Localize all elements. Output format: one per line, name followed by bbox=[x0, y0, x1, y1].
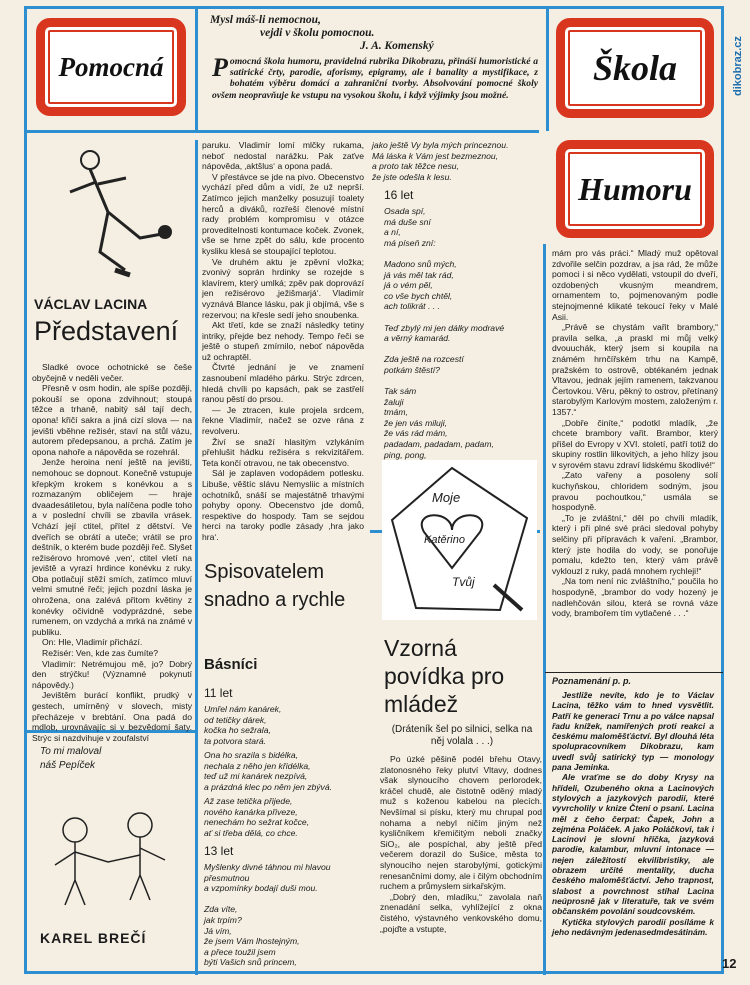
drawing-caption-bottom: KAREL BREČÍ bbox=[40, 930, 147, 946]
title-spisovatelem: Spisovatelem snadno a rychle bbox=[204, 561, 346, 611]
a1-p2: Jenže heroina není ještě na jevišti, nemohouc se dopnout. Konečně vstupuje křepkým krokem s konévkou a s rozmazaným obličejem — hraje dvaadesátiletou, byla nalíčena podle toho a v poslední chvíli se zbavila vrásek. Vchází její ctitel, přítel z dětství. Ve dveřích se obrátí a uteče; vrátil se pro deštník, o kterém bude později řeč. Slyšet režisérovo hromové ‚ven‘, ctitel vletí na jeviště a vyrazí hrdince konévku z ruky. Oba potlačují stěží smích, zatímco mluví velmi smutné řeči; jejich pozdní láska je ohrožena, ona zalévá přitom květiny z konévky očividně vodyprázdné, sebe rumenem, on vzdychá a mrká na známé v publiku. bbox=[32, 457, 193, 637]
rule-col4 bbox=[543, 244, 546, 975]
intro-text: omocná škola humoru, pravidelná rubrika Dikobrazu, přináší humoristické a satirické črty, parodie, aforismy, epigramy, ale i banality a mystifikace, z bohatém výběru domácí a zahraniční tvorby. Absolvování pomocné školy ovšem neopravňuje ke vstupu na vysokou školu, i když výjimky jsou možné. bbox=[212, 56, 538, 101]
intro-dropcap: P bbox=[212, 53, 228, 82]
poem-13: Myšlenky divné táhnou mi hlavou přesmutnou a vzpomínky bodají duši mou. Zda víte, jak trpím? Já vím, že jsem Vám lhostejným, a přece toužil jsem býti Vašich snů princem, bbox=[204, 862, 331, 968]
a1-c2-p7: Sál je zaplaven vodopádem potlesku. Libuše, věštíc slávu Nemysliic a místních ochotníků, snáší se majestátně trhavými pohyby opony. Obecenstvo jde domů, respektive do hospody. Tam se sejdou herci na taroky podle zásady ‚hra jako hra‘. bbox=[202, 468, 364, 542]
poem-11c: Až zase tetička přijede, nového kanárka přiveze, nenechám ho sežrat kočce, ať si třeba dělá, co chce. bbox=[204, 796, 310, 838]
a1-c2-p0: paruku. Vladimír lomí mlčky rukama, neboť nedostal narážku. Pak zaťve nápověda, ‚aktšlus‘ a opona padá. bbox=[202, 140, 364, 172]
a1-c2-p3: Akt třetí, kde se znaží následky tetiny intriky, přejde bez nehody. Tempo řeči se ještě o stupeň zmírnilo, neboť nápověda už ochraptěl. bbox=[202, 320, 364, 362]
notes-title: Poznamenání p. p. bbox=[552, 676, 632, 686]
motto-author: J. A. Komenský bbox=[360, 40, 434, 52]
a3-p3: „Zato vařeny a posoleny solí kuchyňskou, chloridem sodným, jsou pravou pochoutkou,“ usmála se hospodyně. bbox=[552, 470, 718, 513]
title-predstaveni: Představení bbox=[34, 316, 179, 346]
poem-11b: Ona ho srazila s bidélka, nechala z něho jen křidélka, teď už mi kanárek nezpívá, a prázdná klec po něm jen zbývá. bbox=[204, 750, 333, 792]
poem-13b: jako ještě Vy byla mých princeznou. Má láska k Vám jest bezmeznou, a proto tak těžce nesu, že jste odešla k lesu. bbox=[372, 140, 509, 182]
a1-c2-p6: Živí se snaží hlasitým vzlykáním přehlušit hádku režiséra s rekvizitářem. Teta končí otravou, ne tak obecenstvo. bbox=[202, 436, 364, 468]
rule-header-right bbox=[546, 6, 549, 131]
drawing-caption-1: To mi maloval bbox=[40, 746, 102, 757]
title-vzorna-povidka: Vzorná povídka pro mládež bbox=[384, 635, 505, 717]
motto-line1: Mysl máš-li nemocnou, bbox=[210, 14, 321, 26]
article1-col2 bbox=[202, 140, 364, 552]
a3-p0: mám pro vás práci.“ Mladý muž opětoval zdvořile selčin pozdrav, a jsa rád, že může pomoci i si něco vydělati, vstoupil do dveří, ozdobených vkusným meandrem, ornamentem to, pojmenovaným podle stejnojmenné klikaté tekoucí řeky v Malé Asii. bbox=[552, 248, 718, 322]
rule-col1 bbox=[195, 140, 198, 975]
age-16: 16 let bbox=[384, 188, 414, 202]
motto bbox=[210, 14, 530, 53]
rule-header bbox=[24, 130, 539, 133]
a3-p4: „To je zvláštní,“ děl po chvíli mladík, který i při plné své práci sledoval pohyby selčiny při přípravách k vaření. „Brambor, který jste hodila do vody, se ponořuje pomalu, kdežto ten, který vám právě vyklouzl z ruky, padá mnohem rychleji!“ bbox=[552, 512, 718, 576]
intro-paragraph bbox=[212, 53, 538, 101]
a3-p2: „Dobře činíte,“ podotkl mladík, „že chcete brambory vařit. Brambor, který přišel do Evropy v XVI. století, patří totiž do skupiny rostlin lilkovitých, a jeho hlízy jsou v syrovém stavu zdraví lidskému škodlivé!“ bbox=[552, 417, 718, 470]
a1-p5: Vladimír: Netrémujou mě, jo? Dobrý den strýčku! (Významné pokynutí nápovědy.) bbox=[32, 658, 192, 690]
age-13: 13 let bbox=[204, 844, 234, 858]
a1-c2-p4: Čtvrté jednání je ve znamení zasnoubení mladého párku. Strýc zdrcen, hledá chvíli po kapsách, pak se zastřelí ranou pěstí do prsou. bbox=[202, 362, 364, 405]
motto-line2: vejdi v školu pomocnou. bbox=[260, 27, 375, 39]
rule-header-left bbox=[195, 6, 198, 131]
poem-11a: Umřel nám kanárek, od tetičky dárek, kočka ho sežrala, ta potvora stará. bbox=[204, 704, 282, 746]
a1-p0: Sladké ovoce ochotnické se češe obyčejně v neděli večer. bbox=[32, 362, 192, 383]
article4-col bbox=[380, 754, 542, 972]
age-11: 11 let bbox=[204, 686, 233, 700]
a4-p1: „Dobrý den, mladíku,“ zavolala naň znenadání selka, vyhlížející z okna čistého, výstavného venkovského domu, „pojďte a vstupte, bbox=[380, 891, 542, 934]
valentine-moje: Moje bbox=[432, 490, 461, 505]
a4-p0: Po úzké pěšině podél břehu Otavy, zlatonosného řeky plutví Vltavy, dodnes však slynoucího chovem perlorodek, kráčel chudě, ale čistotně oděný mladý muž s koženou kabelou na plecích. Nevšímal si písku, který mu chrupal pod nohama a nebyl ničím jiným než kysličníkem křemičitým neboli značky SiO₂, ale pospíchal, aby ještě před večerem dorazil do Sušice, města to slynoucího nejen starobylými, gotickými renesančními domy, ale i čilým obchodním ruchem a průmyslem sirkařským. bbox=[380, 754, 542, 892]
watermark: dikobraz.cz bbox=[732, 36, 744, 96]
drawing-caption-2: náš Pepíček bbox=[40, 760, 96, 771]
a1-c2-p1: V přestávce se jde na pivo. Obecenstvo vychází před dům a vidí, že už neprší. Zatímco jejich manželky posuzují toalety herců a diváků, rozřeší členové místní rady problém kompromisu v otázce provediteInosti kontumace koček. Zvonek, vše se hrne zpět do sálu, kde procento kysliku klesá se stoupající teplotou. bbox=[202, 171, 364, 256]
poem-16: Osada spí, má duše sní a ní, má píseň zní: Madono snů mých, já vás měl tak rád, já o vém pěl, co vše bych chtěl, ach tolikrát . . . Teď zbylý mi jen dálky modravé a věrný kamarád. Zda ještě na rozcestí potkám štěstí? Tak sám žaluji tmám, že jen vás miluji, že vás rád mám, padadam, padadam, padam, ping, pong, bbox=[384, 206, 505, 460]
a1-p3: On: Hle, Vladimír přichází. bbox=[42, 637, 143, 648]
rule-notes bbox=[545, 672, 723, 673]
valentine-tvuj: Tvůj bbox=[452, 575, 475, 589]
box-skola-label: Škola bbox=[592, 48, 678, 88]
valentine-katerino: Katěrino bbox=[424, 534, 465, 546]
notes-p1: Ale vraťme se do doby Krysy na hřídeli, Ozubeného okna a Lacinových stylových a jazykových parodií, které vyvrcholily v knize Čtení o psaní. Lacina měl z čeho čerpat: Čapek, John a zejména Poláček. A jako Poláčkovi, tak i Lacinovi je slovní hříčka, jazyková parodie, kalambur, mluvní intonace — nejen záležitostí ekvilibristiky, ale obrazem určité mentality, ducha českého maloměšťáctví. Jeho trapnost, slabost a povrchnost stíhal Lacina neúprosně jak v literatuře, tak ve svém občanském povolání soudcovském. bbox=[552, 772, 714, 917]
box-pomocna bbox=[36, 18, 186, 116]
a3-p5: „Na tom není nic zvláštního,“ poučila ho hospodyně, „brambor do vody hozený je nadlehčován silou, která se rovná váze vody, brambořem tím vytlačené . . .“ bbox=[552, 576, 718, 619]
box-humoru bbox=[556, 140, 714, 238]
a1-c2-p5: — Je ztracen, kule projela srdcem, řekne Vladimír, načež se ozve rána z revolveru. bbox=[202, 404, 364, 437]
child-drawing bbox=[30, 740, 192, 968]
valentine-drawing bbox=[382, 460, 537, 620]
stick-figures-icon bbox=[30, 780, 192, 920]
a3-p1: „Právě se chystám vařit brambory,“ pravila selka, „a praskl mi můj velký dvouuchák, který jsem si koupila na známém hrnčířském trhu na Kampě, pražském to ostrově, obtékaném jednak Vltavou, jednak jejím ramenem, takzvanou Čertovkou. Věru, pěkný to ostrov, přetínaný starobylým Karlovým mostem, založeným r. 1357.“ bbox=[552, 322, 718, 417]
football-player-drawing bbox=[30, 142, 192, 282]
notes-p2: Kytička stylových parodií posíláme k jeho nedávným jedenasedmdesátinám. bbox=[552, 916, 714, 937]
box-humoru-label: Humoru bbox=[578, 170, 692, 207]
author-lacina: VÁCLAV LACINA bbox=[34, 296, 148, 312]
a1-p4: Režisér: Ven, kde zas čumíte? bbox=[42, 648, 159, 659]
article3-col bbox=[552, 248, 718, 666]
notes-p0: Jestliže nevíte, kdo je to Václav Lacina, těžko vám to hned vysvětlit. Patří ke generaci Trnu a po válce napsal řadu knížek, namířených proti reakci a českému maloměšťáctví. Byl dlouhá léta spolupracovníkem Dikobrazu, kam uvedl svůj satirický typ — monology pana Jeminka. bbox=[552, 690, 714, 773]
subtitle-basnici: Básníci bbox=[204, 656, 258, 673]
a1-c2-p2: Ve druhém aktu je zpěvní vložka; zvonivý soprán hrdinky se rozejde s klavírem, který umlká; zpěv pak doprovází jen režisérovo ‚ježišmarjá‘. Vladimír vyznává Blance lásku, pak ji objímá, vše s rezervou; na křesle sedí jeho snoubenka. bbox=[202, 256, 364, 320]
subtitle-drateník: (Dráteník šel po silnici, selka na něj volala . . .) bbox=[391, 724, 533, 747]
page-number: 12 bbox=[722, 956, 737, 971]
box-skola bbox=[556, 18, 714, 118]
article1-col1 bbox=[32, 362, 193, 743]
notes-text bbox=[552, 690, 714, 960]
a1-p6: Jevištěm burácí konflikt, prudký v gestech, umírněný v slovech, misty přecházeje v brebtání. Ona padá do mdlob, urovnávajíc si v bezvědomí šaty. Strýc si nazdvihuje v zoufalství bbox=[32, 690, 192, 743]
a1-p1: Přesně v osm hodin, ale spíše později, pokouší se opona zdvihnout; stoupá těžce a trhaně, nabitý sál tají dech, opona! křičí sakra a jiná cizí slova — na jevišti vběhne režisér, staví na stůl vázu, autorem předepsanou, a prchá. Zatím je opona nahoře a nápověda se rozehrál. bbox=[32, 383, 192, 457]
box-pomocna-label: Pomocná bbox=[58, 51, 164, 82]
